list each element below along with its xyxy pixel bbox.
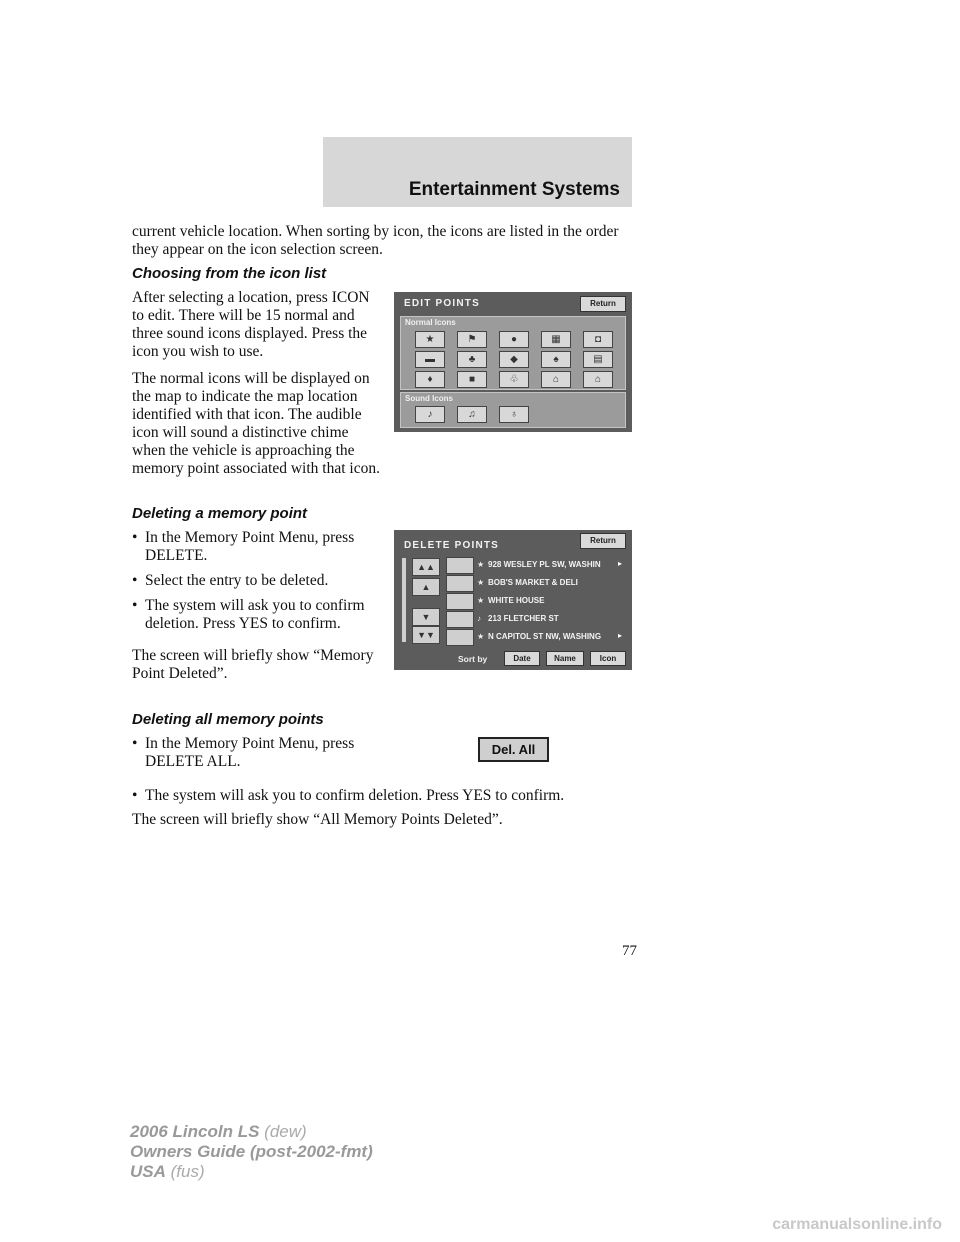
sort-by-label: Sort by	[458, 654, 488, 664]
sort-name-button[interactable]: Name	[546, 651, 584, 666]
pin-icon[interactable]: ●	[499, 331, 529, 348]
car-icon[interactable]: ▬	[415, 351, 445, 368]
grid-icon[interactable]: ▤	[583, 351, 613, 368]
chevron-right-icon: ▸	[617, 559, 622, 568]
diamond-icon[interactable]: ◆	[499, 351, 529, 368]
star-icon: ★	[477, 578, 485, 587]
scrollbar[interactable]	[402, 558, 406, 642]
cup-icon[interactable]: ♠	[541, 351, 571, 368]
row-label: 213 FLETCHER ST	[488, 614, 559, 623]
delete-points-screen	[394, 530, 632, 670]
section1-text	[132, 289, 382, 487]
list-item: • The system will ask you to confirm deletion. Press YES to confirm.	[132, 787, 565, 804]
star-icon: ★	[477, 632, 485, 641]
scroll-down-button[interactable]: ▼	[412, 608, 440, 626]
row-select[interactable]	[446, 575, 474, 592]
heading-deleting-all: Deleting all memory points	[132, 711, 324, 728]
section2-text	[132, 647, 382, 692]
page-number: 77	[622, 943, 637, 959]
shop-icon[interactable]: ⌂	[541, 371, 571, 388]
row-select[interactable]	[446, 593, 474, 610]
section1-p1: After selecting a location, press ICON to edit. There will be 15 normal and three sound icons displayed. Press the icon you wish to use.	[132, 289, 370, 360]
page-down-button[interactable]: ▼▼	[412, 626, 440, 644]
double-note-icon[interactable]: ♫	[457, 406, 487, 423]
flag-icon[interactable]: ⚑	[457, 331, 487, 348]
bell-icon[interactable]: ♁	[499, 406, 529, 423]
person-icon[interactable]: ♣	[457, 351, 487, 368]
tree-icon[interactable]: ♧	[499, 371, 529, 388]
page-up-button[interactable]: ▲▲	[412, 558, 440, 576]
normal-icons-group	[400, 316, 626, 390]
watermark: carmanualsonline.info	[772, 1216, 942, 1233]
star-icon: ★	[477, 560, 485, 569]
return-button[interactable]: Return	[580, 296, 626, 312]
intro-paragraph: current vehicle location. When sorting by icon, the icons are listed in the order they appear on the icon selection screen.	[132, 223, 619, 258]
star-icon[interactable]: ★	[415, 331, 445, 348]
row-label: WHITE HOUSE	[488, 596, 545, 605]
table-row[interactable]	[446, 557, 622, 574]
edit-screen-title: EDIT POINTS	[404, 298, 480, 309]
list-item: • In the Memory Point Menu, press DELETE ALL.	[132, 735, 355, 770]
square-icon[interactable]: ■	[457, 371, 487, 388]
list-item: • In the Memory Point Menu, press DELETE.	[132, 529, 355, 564]
sound-icons-group	[400, 392, 626, 428]
building-icon[interactable]: ▦	[541, 331, 571, 348]
section1-p2: The normal icons will be displayed on the map to indicate the map location identified with that icon. The audible icon will sound a distinctive chime when the vehicle is approaching the memory point associated with that icon.	[132, 370, 380, 477]
info-icon[interactable]: ◘	[583, 331, 613, 348]
table-row[interactable]	[446, 575, 622, 592]
normal-icons-label: Normal Icons	[405, 318, 456, 327]
delete-screen-title: DELETE POINTS	[404, 540, 500, 551]
table-row[interactable]	[446, 629, 622, 646]
sound-icons-label: Sound Icons	[405, 394, 453, 403]
sort-icon-button[interactable]: Icon	[590, 651, 626, 666]
footer: 2006 Lincoln LS (dew) Owners Guide (post-2002-fmt) USA (fus)	[130, 1122, 373, 1181]
row-label: BOB'S MARKET & DELI	[488, 578, 578, 587]
edit-points-screen	[394, 292, 632, 432]
row-select[interactable]	[446, 557, 474, 574]
heading-deleting-point: Deleting a memory point	[132, 505, 308, 522]
heading-choosing-icon: Choosing from the icon list	[132, 265, 327, 282]
list-item: • The system will ask you to confirm deletion. Press YES to confirm.	[132, 597, 365, 632]
section-title: Entertainment Systems	[408, 179, 620, 200]
row-label: 928 WESLEY PL SW, WASHIN	[488, 560, 601, 569]
list-item: • Select the entry to be deleted.	[132, 572, 329, 589]
table-row[interactable]	[446, 611, 622, 628]
delete-all-button[interactable]: Del. All	[478, 737, 549, 762]
note-icon: ♪	[477, 614, 481, 623]
hand-icon[interactable]: ♦	[415, 371, 445, 388]
return-button[interactable]: Return	[580, 533, 626, 549]
chevron-right-icon: ▸	[617, 631, 622, 640]
star-icon: ★	[477, 596, 485, 605]
row-label: N CAPITOL ST NW, WASHING	[488, 632, 602, 641]
row-select[interactable]	[446, 611, 474, 628]
header-band	[323, 137, 632, 207]
home-icon[interactable]: ⌂	[583, 371, 613, 388]
note-icon[interactable]: ♪	[415, 406, 445, 423]
sort-date-button[interactable]: Date	[504, 651, 540, 666]
section3-p1: The screen will briefly show “All Memory Points Deleted”.	[132, 811, 503, 828]
delete-bullets	[132, 529, 392, 640]
table-row[interactable]	[446, 593, 622, 610]
row-select[interactable]	[446, 629, 474, 646]
scroll-up-button[interactable]: ▲	[412, 578, 440, 596]
section2-p1: The screen will briefly show “Memory Point Deleted”.	[132, 647, 374, 682]
